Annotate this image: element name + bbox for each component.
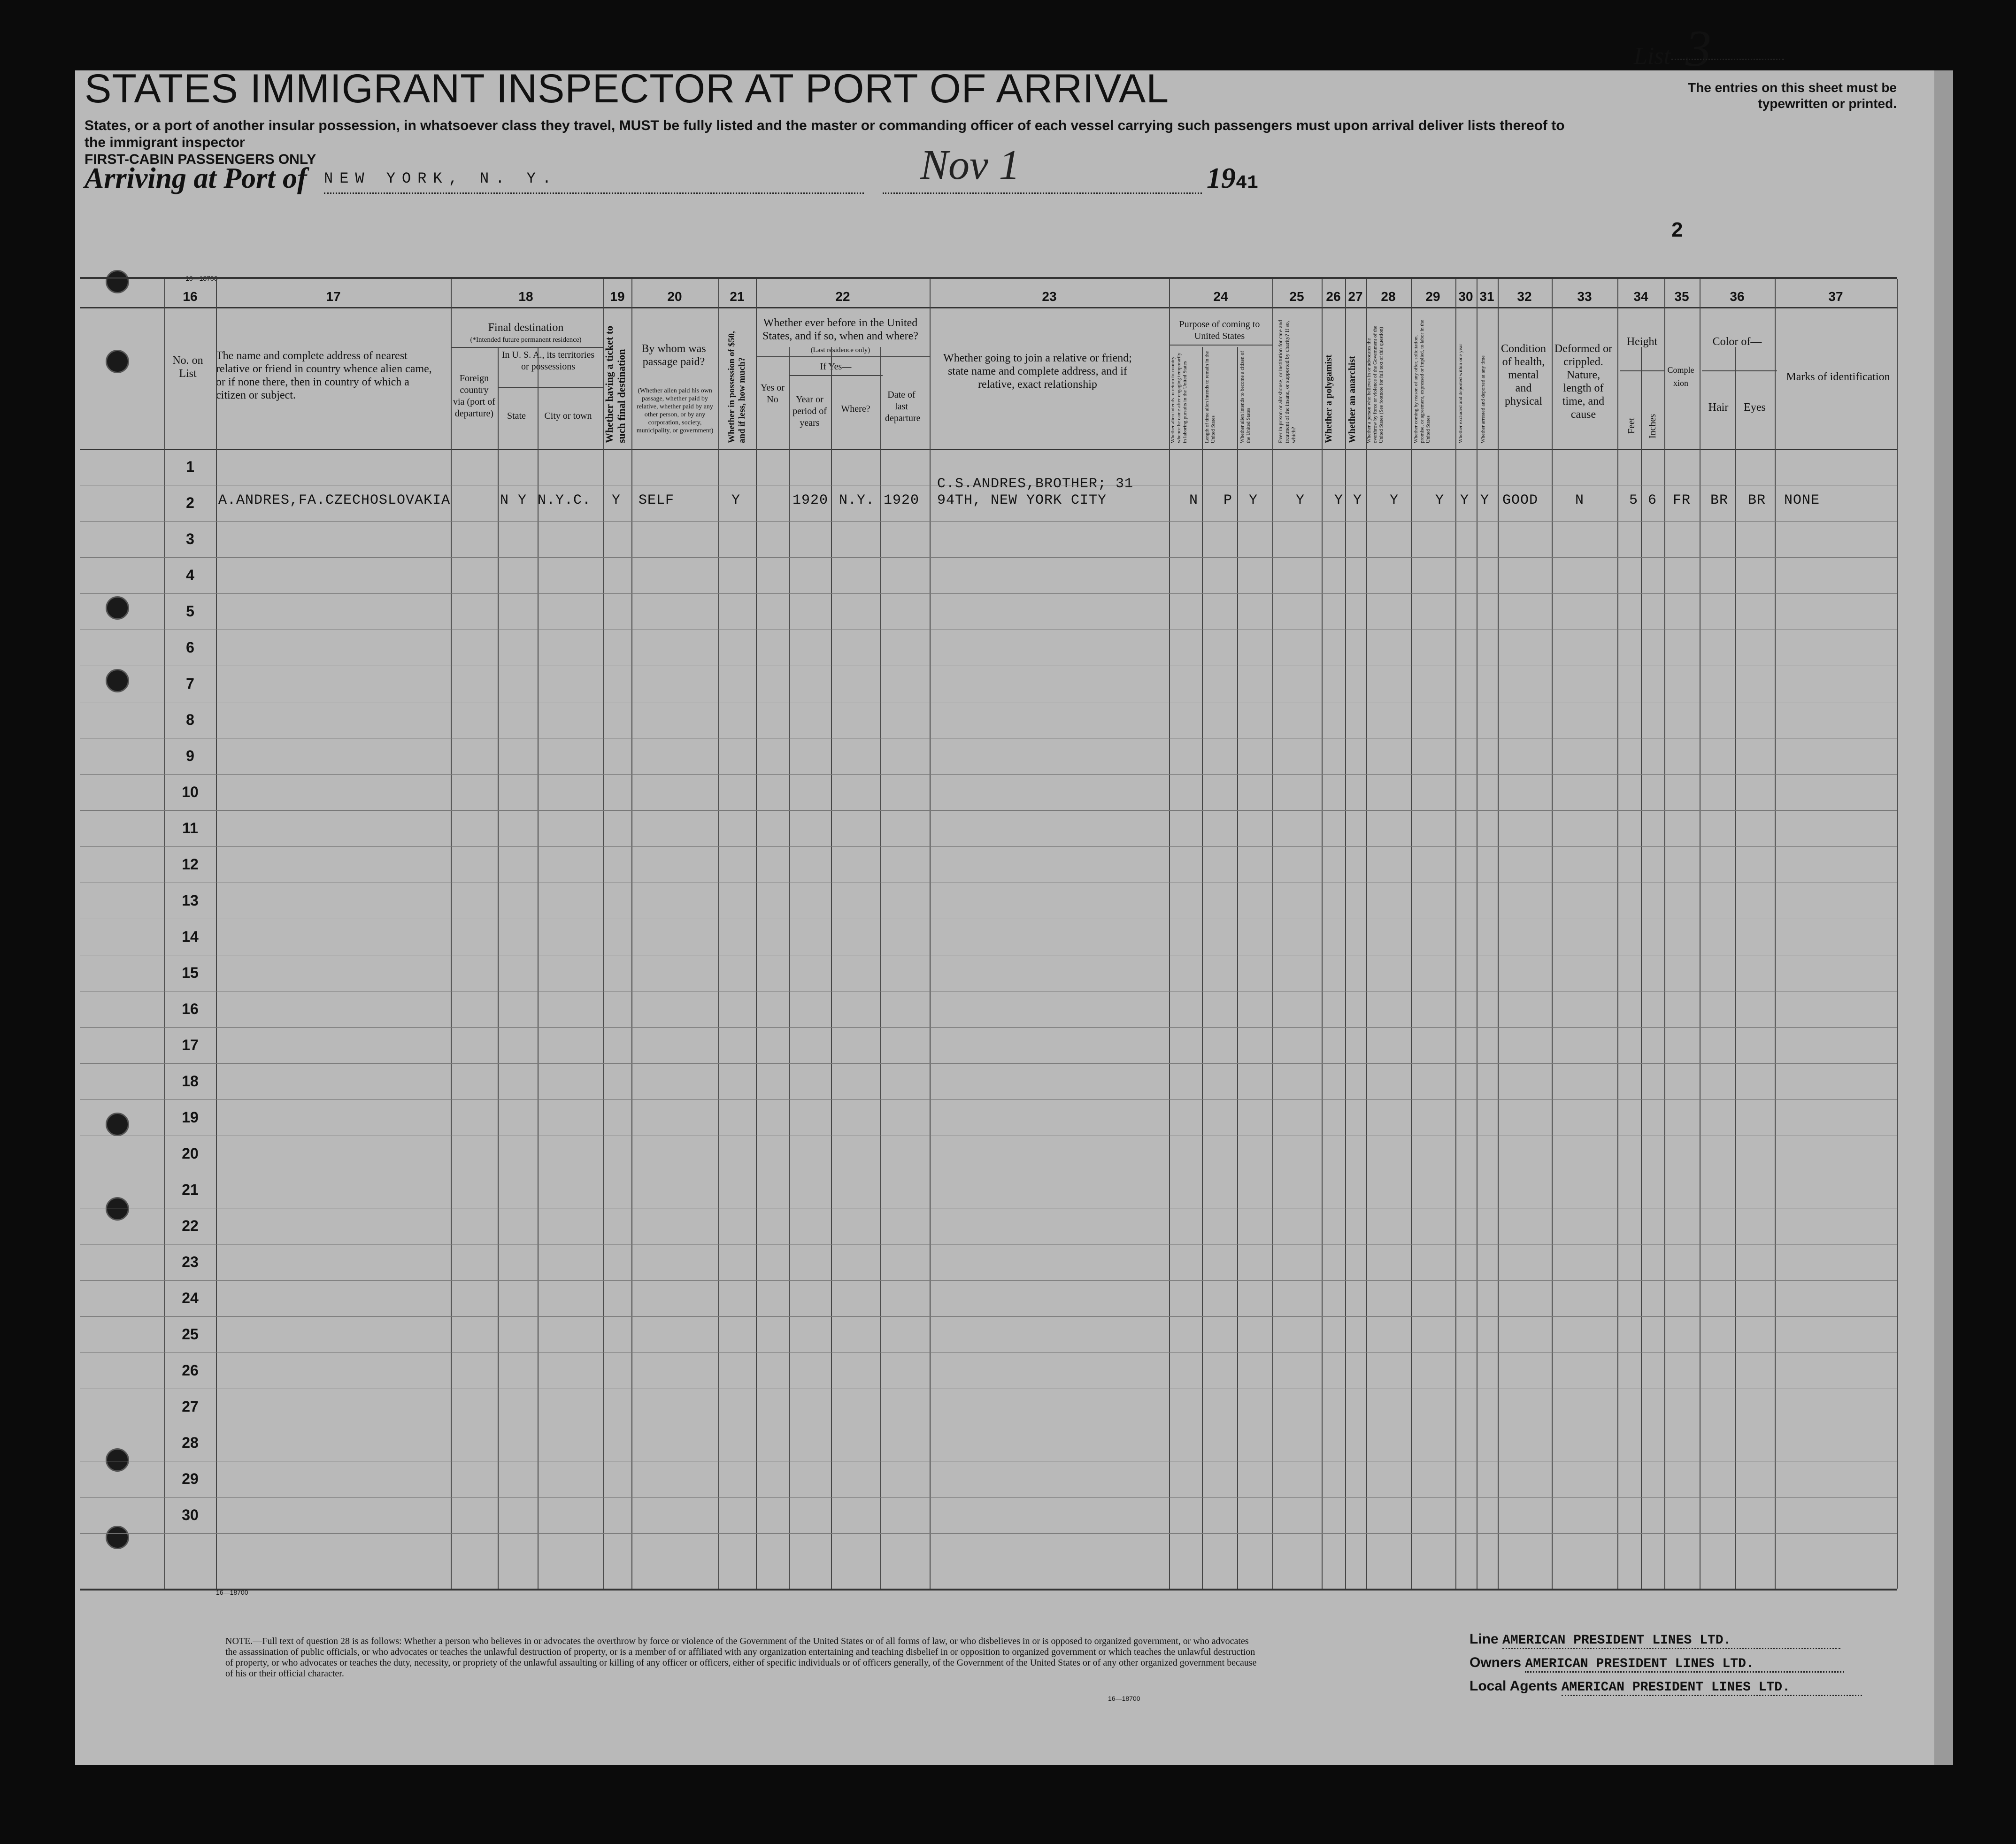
row-number: 9: [186, 747, 194, 764]
header-marks: Marks of identification: [1786, 371, 1890, 383]
subtitle-line-2: FIRST-CABIN PASSENGERS ONLY: [85, 152, 316, 167]
table-row: [80, 846, 1897, 847]
header-overthrow: Whether a person who believes in or advocates the overthrow by force or violence of the Government of the United States (See footnote for full text of this question): [1366, 325, 1384, 443]
column-rule: [631, 279, 632, 1589]
cell-state: N Y: [500, 492, 527, 508]
cell-eyes: BR: [1748, 492, 1766, 508]
footer-line: [1470, 1631, 1840, 1649]
header-bottom-rule: [80, 449, 1897, 450]
footnote: NOTE.—Full text of question 28 is as follows: Whether a person who believes in or advocates the overthrow by force or violence of the Government of the United States or of all forms of law, or who disbelieves in or is opposed to organized government, or who advocates the assassination of public officials, or who advocates or teaches the unlawful destruction of property, or is a member of or affiliated with any organization entertaining and teaching disbelief in or opposition to organized government or which teaches the unlawful destruction of property, or who advocates or teaches the duty, necessity, or propriety of the unlawful assaulting or killing of any officer or officers, either of specific individuals or of officers generally, of the Government of the United States or of any other organized government because of his or their official character.: [225, 1636, 1257, 1679]
cell-deformed: N: [1575, 492, 1585, 508]
cell-marks: NONE: [1784, 492, 1820, 508]
column-rule: [930, 279, 931, 1589]
footer-owners: [1470, 1655, 1844, 1673]
row-number: 22: [182, 1217, 199, 1234]
rule-purpose: [1169, 345, 1272, 346]
subtitle-line-1: States, or a port of another insular possession, in whatsoever class they travel, MUST be fully listed and the master or commanding officer of each vessel carrying such passengers must upon arrival deliver lists thereof to the immigrant inspector: [85, 118, 1565, 150]
cell-where: N.Y.: [839, 492, 875, 508]
row-number: 1: [186, 458, 194, 475]
column-rule: [1897, 279, 1898, 1589]
header-passage-paid-sub: (Whether alien paid his own passage, whether paid by relative, whether paid by any other person, or by any corporation, society, municipality, or government): [636, 387, 714, 434]
header-health: Condition of health, mental and physical: [1500, 343, 1546, 407]
column-number: 33: [1577, 289, 1592, 304]
cell-overthrow: Y: [1390, 492, 1399, 508]
header-where: Where?: [841, 404, 870, 414]
row-number: 18: [182, 1073, 199, 1090]
header-if-yes: If Yes—: [820, 361, 852, 372]
row-number: 11: [182, 820, 198, 837]
cell-hair: BR: [1710, 492, 1729, 508]
header-color-of: Color of—: [1712, 336, 1762, 348]
header-anarchist: Whether an anarchist: [1347, 356, 1357, 443]
header-final-destination: Final destination: [488, 322, 564, 334]
header-in-usa: In U. S. A., its territories or possessions: [501, 350, 595, 372]
page-subtitle: [85, 117, 1587, 168]
column-rule: [1664, 279, 1665, 1589]
rule-final-dest: [451, 347, 603, 348]
entries-note: The entries on this sheet must be typewritten or printed.: [1688, 80, 1897, 111]
row-number: 21: [182, 1181, 199, 1198]
port-underline: [324, 192, 864, 194]
header-final-destination-sub: (*Intended future permanent residence): [470, 336, 582, 344]
column-number: 23: [1042, 289, 1057, 304]
table-row: [80, 557, 1897, 558]
column-number: 18: [518, 289, 533, 304]
column-number: 19: [610, 289, 625, 304]
header-height: Height: [1626, 336, 1658, 348]
cell-last-departure: 1920: [884, 492, 920, 508]
header-ticket: Whether having a ticket to such final destination: [603, 325, 627, 443]
column-rule: [1775, 279, 1776, 1589]
column-number: 36: [1730, 289, 1745, 304]
form-number-footnote: 16—18700: [1108, 1695, 1140, 1702]
year-field: [1207, 162, 1258, 195]
row-number: 16: [182, 1000, 199, 1017]
table-row: [80, 1244, 1897, 1245]
table-row: [80, 1280, 1897, 1281]
form-number: 16—18700: [185, 275, 218, 282]
table-row: [80, 810, 1897, 811]
row-number: 14: [182, 928, 199, 945]
cell-citizen: Y: [1249, 492, 1258, 508]
table-row: [80, 774, 1897, 775]
column-number: 35: [1674, 289, 1689, 304]
column-rule: [1345, 279, 1346, 1589]
column-rule: [718, 279, 719, 1589]
row-number: 19: [182, 1109, 199, 1126]
list-underline: [1671, 59, 1784, 60]
table-row: [80, 593, 1897, 594]
header-money: Whether in possession of $50, and if less, how much?: [727, 331, 747, 443]
row-number: 15: [182, 964, 199, 981]
list-label: List: [1634, 43, 1671, 69]
cell-length: P: [1223, 492, 1233, 508]
cell-feet: 5: [1629, 492, 1639, 508]
table-row: [80, 1099, 1897, 1100]
cell-ticket: Y: [612, 492, 621, 508]
header-purpose-citizen: Whether alien intends to become a citizen of the United States: [1239, 351, 1251, 443]
column-rule: [1552, 279, 1553, 1589]
column-rule: [498, 347, 499, 1589]
row-number: 7: [186, 675, 194, 692]
table-row: [80, 1352, 1897, 1353]
rule-in-usa: [498, 387, 603, 388]
header-eyes: Eyes: [1744, 401, 1766, 414]
row-number: 13: [182, 892, 199, 909]
row-number: 27: [182, 1398, 199, 1415]
cell-joining-1: C.S.ANDRES,BROTHER; 31: [937, 476, 1134, 492]
header-foreign-country: Foreign country via (port of departure)—: [453, 373, 495, 430]
column-rule: [880, 347, 881, 1589]
column-rule: [1322, 279, 1323, 1589]
column-rule: [831, 347, 832, 1589]
cell-polygamist: Y: [1334, 492, 1344, 508]
header-date-departure: Date of last departure: [885, 390, 921, 423]
port-label: Arriving at Port of: [85, 162, 307, 194]
sheet-edge: [1934, 70, 1953, 1765]
cell-return: N: [1189, 492, 1199, 508]
cell-prison: Y: [1296, 492, 1305, 508]
column-rule: [603, 279, 604, 1589]
column-rule: [451, 279, 452, 1589]
page-number: 2: [1671, 218, 1683, 241]
row-number: 3: [186, 530, 194, 547]
cell-health: GOOD: [1502, 492, 1539, 508]
owners-label: Owners: [1470, 1655, 1522, 1670]
column-rule: [164, 279, 165, 1589]
header-polygamist: Whether a polygamist: [1323, 354, 1334, 443]
column-rule: [1498, 279, 1499, 1589]
header-ever-before: Whether ever before in the United States, and if so, when and where?: [762, 317, 918, 342]
row-number: 30: [182, 1506, 199, 1523]
year-label: 19: [1207, 162, 1236, 194]
table-row: [80, 521, 1897, 522]
cell-city: N.Y.C.: [538, 492, 592, 508]
owners-value: AMERICAN PRESIDENT LINES LTD.: [1525, 1657, 1844, 1673]
column-rule: [1272, 279, 1273, 1589]
rule-ever-before: [756, 356, 930, 357]
header-purpose-length: Length of time alien intends to remain in the United States: [1204, 351, 1216, 443]
column-number: 31: [1479, 289, 1494, 304]
cell-deported: Y: [1480, 492, 1490, 508]
column-number: 29: [1425, 289, 1440, 304]
manifest-table: [80, 277, 1897, 1596]
column-rule: [1202, 347, 1203, 1589]
column-number: 25: [1289, 289, 1304, 304]
table-row: [80, 1063, 1897, 1064]
column-rule: [1700, 279, 1701, 1589]
header-joining-relative: Whether going to join a relative or friend; state name and complete address, and if relative, exact relationship: [943, 352, 1132, 391]
row-number: 26: [182, 1362, 199, 1379]
row-number: 5: [186, 603, 194, 620]
column-number: 17: [326, 289, 341, 304]
agents-value: AMERICAN PRESIDENT LINES LTD.: [1562, 1680, 1862, 1696]
column-rule: [1169, 279, 1170, 1589]
header-labor-offer: Whether coming by reason of any offer, solicitation, promise, or agreement, expressed or implied, to labor in the United States: [1413, 320, 1431, 443]
row-number: 2: [186, 494, 194, 511]
header-deported: Whether arrested and deported at any time: [1480, 355, 1486, 443]
column-number: 32: [1517, 289, 1532, 304]
header-deformed: Deformed or crippled. Nature, length of time, and cause: [1554, 343, 1613, 421]
row-number: 20: [182, 1145, 199, 1162]
line-value: AMERICAN PRESIDENT LINES LTD.: [1502, 1633, 1840, 1649]
cell-complexion: FR: [1673, 492, 1691, 508]
table-row: [80, 1027, 1897, 1028]
row-number: 25: [182, 1326, 199, 1343]
column-number-rule: [80, 307, 1897, 308]
column-rule: [1366, 279, 1367, 1589]
row-number: 6: [186, 639, 194, 656]
column-rule: [216, 279, 217, 1589]
header-hair: Hair: [1708, 401, 1729, 414]
column-number: 24: [1213, 289, 1228, 304]
column-number: 27: [1348, 289, 1363, 304]
table-row: [80, 1497, 1897, 1498]
header-ever-before-sub: (Last residence only): [810, 346, 870, 354]
table-row: [80, 1533, 1897, 1534]
agents-label: Local Agents: [1470, 1678, 1558, 1694]
header-inches: Inches: [1647, 414, 1658, 438]
column-number: 26: [1326, 289, 1341, 304]
cell-joining-2: 94TH, NEW YORK CITY: [937, 492, 1107, 508]
column-number: 30: [1458, 289, 1473, 304]
column-rule: [1237, 347, 1238, 1589]
rule-color: [1702, 370, 1777, 371]
row-number: 17: [182, 1037, 199, 1053]
row-number: 28: [182, 1434, 199, 1451]
header-city: City or town: [544, 411, 592, 421]
column-number: 16: [183, 289, 198, 304]
row-number: 8: [186, 711, 194, 728]
column-rule: [1411, 279, 1412, 1589]
row-number: 10: [182, 784, 199, 800]
header-passage-paid: By whom was passage paid?: [641, 343, 706, 368]
column-number: 37: [1828, 289, 1843, 304]
row-number: 23: [182, 1253, 199, 1270]
rule-if-yes: [789, 375, 883, 376]
header-purpose: Purpose of coming to United States: [1179, 319, 1260, 341]
cell-passage: SELF: [639, 492, 675, 508]
column-number: 20: [667, 289, 682, 304]
list-number: 3: [1685, 20, 1711, 77]
header-yes-no: Yes or No: [761, 383, 785, 405]
column-number: 21: [730, 289, 745, 304]
cell-money: Y: [731, 492, 741, 508]
rule-height: [1620, 370, 1664, 371]
header-feet: Feet: [1626, 417, 1637, 434]
header-state: State: [507, 411, 526, 421]
cell-excluded: Y: [1460, 492, 1470, 508]
header-prison: Ever in prison or almshouse, or institution for care and treatment of the insane, or supported by charity? If so, which?: [1277, 320, 1297, 443]
header-relative-address: The name and complete address of nearest relative or friend in country whence alien came, or if none there, then in country of which a citizen or subject.: [216, 350, 432, 401]
column-number: 34: [1633, 289, 1648, 304]
cell-years: 1920: [793, 492, 829, 508]
cell-relative: A.ANDRES,FA.CZECHOSLOVAKIA: [218, 492, 451, 508]
line-label: Line: [1470, 1631, 1499, 1647]
header-no-on-list: No. on List: [172, 354, 203, 380]
column-rule: [1617, 279, 1618, 1589]
row-number: 4: [186, 567, 194, 584]
arrival-date: Nov 1: [920, 142, 1020, 188]
column-rule: [789, 347, 790, 1589]
cell-labor: Y: [1435, 492, 1445, 508]
header-purpose-return: Whether alien intends to return to country whence he came after engaging temporarily in laboring pursuits in the United States: [1170, 353, 1188, 443]
header-excluded: Whether excluded and deported within one year: [1458, 344, 1463, 443]
date-underline: [883, 192, 1202, 194]
row-number: 12: [182, 856, 199, 873]
year-value: 41: [1236, 173, 1259, 194]
row-number: 24: [182, 1290, 199, 1306]
header-complexion: Complexion: [1667, 365, 1694, 388]
column-rule: [1641, 347, 1642, 1589]
page-title: STATES IMMIGRANT INSPECTOR AT PORT OF ARRIVAL: [85, 66, 1170, 111]
footer-agents: [1470, 1678, 1862, 1696]
cell-inches: 6: [1648, 492, 1657, 508]
column-rule: [1455, 279, 1456, 1589]
port-value: NEW YORK, N. Y.: [324, 170, 558, 187]
column-rule: [538, 347, 539, 1589]
form-number-bottom: 16—18700: [216, 1589, 248, 1596]
column-number: 28: [1381, 289, 1396, 304]
row-number: 29: [182, 1470, 199, 1487]
header-year-period: Year or period of years: [793, 394, 827, 428]
column-number: 22: [835, 289, 850, 304]
cell-anarchist: Y: [1353, 492, 1362, 508]
column-rule: [756, 279, 757, 1589]
table-row: [80, 1316, 1897, 1317]
column-rule: [1735, 347, 1736, 1589]
